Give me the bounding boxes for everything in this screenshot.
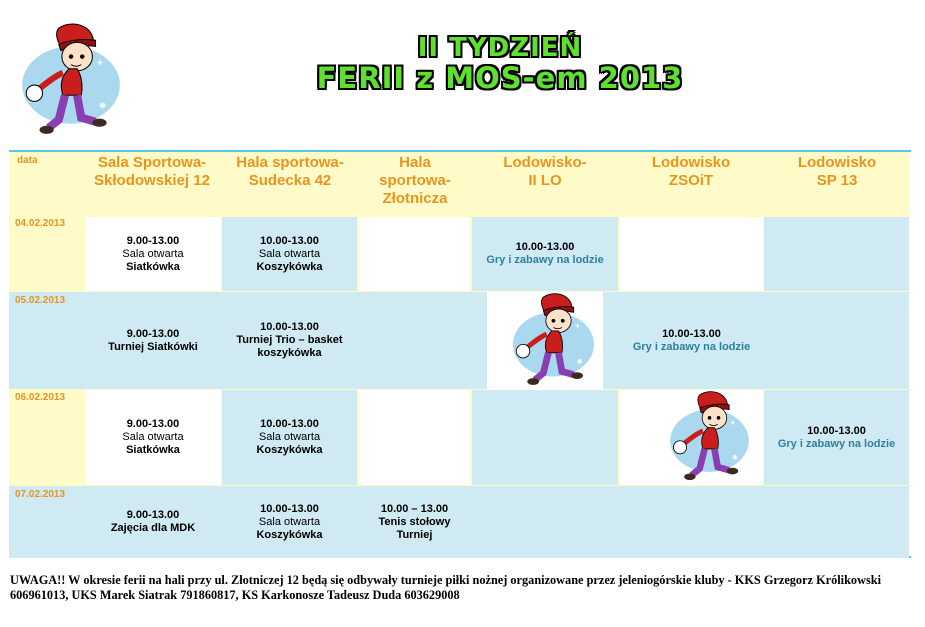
date-label: 05.02.2013 xyxy=(15,295,66,306)
event-cell xyxy=(85,293,221,388)
event-cell xyxy=(222,293,357,388)
snowball-boy-icon xyxy=(487,292,603,390)
event-cell xyxy=(85,390,221,485)
event-activity: Gry i zabawy na lodzie xyxy=(632,340,751,353)
empty-cell xyxy=(764,217,909,291)
event-cell xyxy=(620,293,763,388)
event-time: 10.00-13.00 xyxy=(260,418,319,430)
event-cell xyxy=(222,217,357,291)
event-detail: Sala otwarta xyxy=(122,247,184,260)
event-activity: Koszykówka xyxy=(256,528,323,541)
column-header-lodowisko-zsoit xyxy=(619,152,763,190)
title-line-2: FERII z MOS-em 2013 xyxy=(316,61,684,95)
footer-notice: UWAGA!! W okresie ferii na hali przy ul. Złotniczej 12 będą się odbywały turnieje piłki nożnej organizowane przez jeleniogórskie kluby - KKS Grzegorz Królikowski 606961013, UKS Marek Siatrak 791860817, KS Karkonosze Tadeusz Duda 603629008 xyxy=(10,573,881,602)
event-detail: Sala otwarta xyxy=(258,515,321,528)
column-header-line: Lodowisko- xyxy=(503,154,587,171)
event-detail: Sala otwarta xyxy=(258,431,321,443)
event-time: 9.00-13.00 xyxy=(126,418,180,430)
column-header-hala-zlotnicza xyxy=(359,152,471,208)
empty-cell xyxy=(620,217,763,291)
event-time: 9.00-13.00 xyxy=(126,327,180,340)
event-cell xyxy=(222,487,357,557)
column-header-line: II LO xyxy=(528,172,562,189)
event-activity: koszykówka xyxy=(257,347,322,359)
page-title xyxy=(150,34,850,94)
empty-cell xyxy=(359,217,470,291)
column-header-line: Sudecka 42 xyxy=(248,172,332,189)
event-activity: Gry i zabawy na lodzie xyxy=(486,254,604,266)
column-header-line: Hala xyxy=(399,154,431,171)
snowball-boy-icon xyxy=(18,22,120,140)
event-activity: Tenis stołowy xyxy=(378,515,451,528)
column-header-line: sportowa- xyxy=(379,172,451,189)
title-line-1: II TYDZIEŃ xyxy=(417,33,583,63)
column-header-line: Lodowisko xyxy=(797,154,877,171)
date-label: 06.02.2013 xyxy=(15,392,66,403)
column-header-line: Złotnicza xyxy=(382,190,448,207)
event-time: 10.00-13.00 xyxy=(260,502,319,515)
column-header-lodowisko-sp13 xyxy=(764,152,910,190)
event-cell xyxy=(85,217,221,291)
date-column-header: data xyxy=(17,155,38,166)
event-activity: Siatkówka xyxy=(126,444,180,456)
event-detail: Sala otwarta xyxy=(122,431,184,443)
date-label: 07.02.2013 xyxy=(15,489,66,500)
event-time: 10.00 – 13.00 xyxy=(380,502,449,515)
event-time: 10.00-13.00 xyxy=(662,327,721,340)
event-activity: Siatkówka xyxy=(126,260,180,273)
event-time: 9.00-13.00 xyxy=(126,509,180,521)
event-cell xyxy=(472,217,618,291)
event-cell xyxy=(764,390,909,485)
event-time: 10.00-13.00 xyxy=(515,241,575,253)
event-cell xyxy=(222,390,357,485)
schedule-table xyxy=(9,150,911,558)
column-header-line: Lodowisko xyxy=(651,154,731,171)
snowball-boy-icon xyxy=(620,390,763,485)
event-activity: Turniej Trio – basket xyxy=(236,334,343,346)
column-header-line: Skłodowskiej 12 xyxy=(94,172,210,189)
empty-cell xyxy=(472,390,618,485)
event-detail: Sala otwarta xyxy=(258,247,321,260)
event-activity: Gry i zabawy na lodzie xyxy=(777,437,896,450)
event-time: 10.00-13.00 xyxy=(807,424,866,437)
event-time: 10.00-13.00 xyxy=(260,234,319,247)
column-header-line: Hala sportowa- xyxy=(236,154,344,171)
column-header-hala-sudecka xyxy=(222,152,358,190)
event-activity: Zajęcia dla MDK xyxy=(110,522,196,534)
date-label: 04.02.2013 xyxy=(15,218,66,229)
column-header-lodowisko-2lo xyxy=(472,152,618,190)
column-header-line: Sala Sportowa- xyxy=(97,154,207,171)
event-activity: Turniej xyxy=(396,528,433,541)
event-cell xyxy=(359,487,470,557)
event-activity: Koszykówka xyxy=(256,444,323,456)
event-time: 10.00-13.00 xyxy=(260,321,319,333)
empty-cell xyxy=(359,390,470,485)
column-header-line: SP 13 xyxy=(816,172,858,189)
column-header-sala-sklodowskiej xyxy=(83,152,221,190)
column-header-line: ZSOiT xyxy=(668,172,714,189)
event-activity: Turniej Siatkówki xyxy=(108,340,198,353)
event-cell xyxy=(85,487,221,557)
event-time: 9.00-13.00 xyxy=(126,234,180,247)
event-activity: Koszykówka xyxy=(256,260,323,273)
